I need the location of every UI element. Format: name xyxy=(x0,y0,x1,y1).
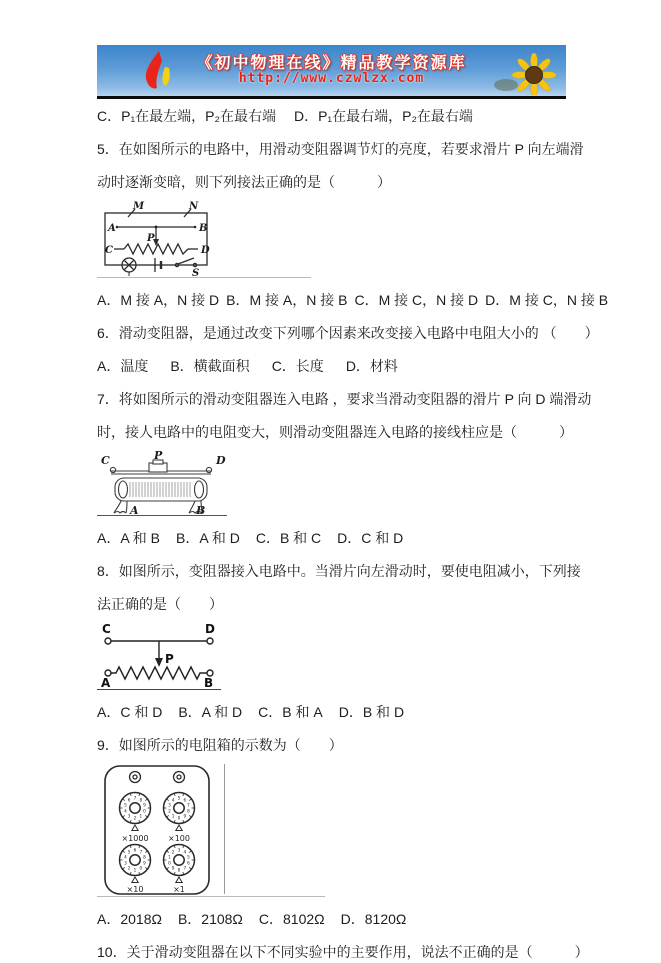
svg-text:7: 7 xyxy=(187,802,190,808)
q9-option-b: B．2108Ω xyxy=(177,911,243,927)
q5-options-row xyxy=(97,289,609,311)
q8-option-a: A．C 和 D xyxy=(97,704,163,720)
q6-text-line1: 6．滑动变阻器，是通过改变下列哪个因素来改变接入电路中电阻大小的 （ ） xyxy=(97,325,599,341)
q8-text-line1: 8．如图所示，变阻器接入电路中。当滑片向左滑动时，要使电阻减小，下列接 xyxy=(97,563,581,579)
q8-option-d: D．B 和 D xyxy=(338,704,405,720)
label-D: D xyxy=(205,623,215,636)
multiplier-x1000: ×1000 xyxy=(121,834,149,843)
label-D: D xyxy=(201,245,210,256)
q7-text-line1: 7．将如图所示的滑动变阻器连入电路 ，要求当滑动变阻器的滑片 P 向 D 端滑动 xyxy=(97,391,592,407)
svg-text:4: 4 xyxy=(124,808,127,814)
svg-text:2: 2 xyxy=(127,865,131,871)
label-B: B xyxy=(199,223,208,234)
resistor-icon xyxy=(111,667,207,679)
svg-text:1: 1 xyxy=(133,867,137,873)
q9-resistance-box-figure xyxy=(97,764,566,897)
scan-artifact-line xyxy=(97,689,221,690)
q5-circuit-figure xyxy=(97,201,566,278)
q8-option-c: C．B 和 A xyxy=(258,704,323,720)
sunflower-icon xyxy=(494,53,558,95)
q7-option-d: D．C 和 D xyxy=(337,530,404,546)
svg-text:4: 4 xyxy=(183,849,187,855)
multiplier-x10: ×10 xyxy=(126,885,144,894)
svg-text:8: 8 xyxy=(187,808,190,814)
dial-x1[interactable] xyxy=(164,845,195,883)
dial-x1000[interactable] xyxy=(120,793,151,831)
label-A: A xyxy=(101,676,111,689)
rheostat-legs xyxy=(114,501,202,513)
label-N: N xyxy=(189,201,199,212)
svg-text:9: 9 xyxy=(171,865,175,871)
svg-text:6: 6 xyxy=(127,797,131,803)
resistance-box-body xyxy=(105,766,209,894)
svg-text:0: 0 xyxy=(177,815,181,821)
scan-artifact-line xyxy=(97,896,325,897)
svg-text:3: 3 xyxy=(168,802,171,808)
q7-option-a: A．A 和 B xyxy=(97,530,161,546)
dial-x10[interactable] xyxy=(120,845,151,883)
svg-text:9: 9 xyxy=(143,860,146,866)
svg-text:8: 8 xyxy=(143,854,146,860)
prev-option-c: C．P₁在最左端，P₂在最右端 xyxy=(97,108,276,124)
svg-text:0: 0 xyxy=(139,865,143,871)
svg-text:6: 6 xyxy=(187,860,190,866)
q8-text-line2: 法正确的是（ ） xyxy=(97,596,223,612)
q10-text-line1: 10．关于滑动变阻器在以下不同实验中的主要作用，说法不正确的是（ ） xyxy=(97,944,589,960)
label-S: S xyxy=(192,268,200,277)
label-B: B xyxy=(204,676,214,689)
q7-text-line2: 时，接人电路中的电阻变大，则滑动变阻器连入电路的接线柱应是（ ） xyxy=(97,424,573,440)
multiplier-x1: ×1 xyxy=(173,885,185,894)
svg-text:9: 9 xyxy=(143,802,146,808)
slider-arrow xyxy=(155,658,163,667)
prev-question-options xyxy=(97,105,566,127)
label-C: C xyxy=(105,245,113,256)
q7-options-row xyxy=(97,527,566,549)
svg-text:2: 2 xyxy=(133,815,137,821)
worksheet-page xyxy=(97,45,609,963)
svg-text:5: 5 xyxy=(124,802,127,808)
label-P: P xyxy=(154,451,163,462)
prev-option-d: D．P₁在最右端，P₂在最右端 xyxy=(293,108,473,124)
scan-artifact-vline xyxy=(224,764,225,894)
label-C: C xyxy=(102,623,111,636)
q9-option-a: A．2018Ω xyxy=(97,911,162,927)
label-P: P xyxy=(165,652,174,666)
q7-option-c: C．B 和 C xyxy=(255,530,322,546)
svg-text:8: 8 xyxy=(177,867,181,873)
svg-text:7: 7 xyxy=(139,849,143,855)
q5-option-b: B．M 接 A，N 接 B xyxy=(226,292,348,308)
q6-option-a: A．温度 xyxy=(97,358,149,374)
flame-red-shape xyxy=(146,51,162,88)
label-C: C xyxy=(101,454,110,467)
q5-option-c: C．M 接 C，N 接 D xyxy=(354,292,479,308)
q6-option-d: D．材料 xyxy=(345,358,398,374)
svg-text:6: 6 xyxy=(183,797,187,803)
q8-rheostat-symbol-figure xyxy=(97,623,566,690)
svg-text:5: 5 xyxy=(177,795,181,801)
q6-options-row xyxy=(97,355,566,377)
q9-options-row xyxy=(97,908,566,930)
svg-text:9: 9 xyxy=(183,813,187,819)
q5-option-d: D．M 接 C，N 接 B xyxy=(485,292,609,308)
svg-text:3: 3 xyxy=(127,813,131,819)
grass-shape xyxy=(494,79,518,91)
banner-url[interactable]: http://www.czwlzx.com xyxy=(238,71,425,86)
q9-option-d: D．8120Ω xyxy=(340,911,407,927)
q9-text-line1: 9．如图所示的电阻箱的示数为（ ） xyxy=(97,737,343,753)
svg-text:0: 0 xyxy=(168,860,171,866)
rheostat-body xyxy=(115,478,207,501)
q5-text-line2: 动时逐渐变暗，则下列接法正确的是（ ） xyxy=(97,174,391,190)
svg-text:2: 2 xyxy=(168,808,171,814)
svg-text:0: 0 xyxy=(143,808,146,814)
q6-option-c: C．长度 xyxy=(271,358,324,374)
label-A: A xyxy=(130,504,139,515)
svg-text:6: 6 xyxy=(133,847,137,853)
svg-text:7: 7 xyxy=(183,865,187,871)
label-B: B xyxy=(196,504,206,515)
svg-text:1: 1 xyxy=(168,854,171,860)
site-logo-flame-icon xyxy=(135,49,187,93)
svg-text:2: 2 xyxy=(171,849,175,855)
svg-text:1: 1 xyxy=(139,813,143,819)
q7-rheostat-figure xyxy=(97,451,566,516)
binding-posts xyxy=(130,772,185,783)
scan-artifact-line xyxy=(97,515,227,516)
label-D: D xyxy=(216,454,226,467)
label-A: A xyxy=(108,223,116,234)
label-P: P xyxy=(147,233,155,244)
q7-option-b: B．A 和 D xyxy=(176,530,240,546)
q9-option-c: C．8102Ω xyxy=(258,911,325,927)
svg-text:5: 5 xyxy=(187,854,190,860)
svg-text:7: 7 xyxy=(133,795,137,801)
svg-text:4: 4 xyxy=(124,854,127,860)
site-banner xyxy=(97,45,566,99)
dial-x100[interactable] xyxy=(164,793,195,831)
label-M: M xyxy=(133,201,145,212)
banner-title: 《初中物理在线》精品教学资源库 xyxy=(196,53,467,72)
coil-texture xyxy=(130,482,190,497)
svg-text:3: 3 xyxy=(177,847,181,853)
svg-text:8: 8 xyxy=(139,797,143,803)
q6-option-b: B．横截面积 xyxy=(170,358,250,374)
q8-options-row xyxy=(97,701,566,723)
q5-option-a: A．M 接 A，N 接 D xyxy=(97,292,220,308)
scan-artifact-line xyxy=(97,277,311,278)
flame-yellow-shape xyxy=(162,67,169,86)
svg-text:3: 3 xyxy=(124,860,127,866)
q8-option-b: B．A 和 D xyxy=(178,704,243,720)
svg-text:4: 4 xyxy=(171,797,175,803)
svg-text:1: 1 xyxy=(171,813,175,819)
q5-text-line1: 5．在如图所示的电路中，用滑动变阻器调节灯的亮度，若要求滑片 P 向左端滑 xyxy=(97,141,584,157)
svg-text:5: 5 xyxy=(127,849,131,855)
multiplier-x100: ×100 xyxy=(168,834,190,843)
